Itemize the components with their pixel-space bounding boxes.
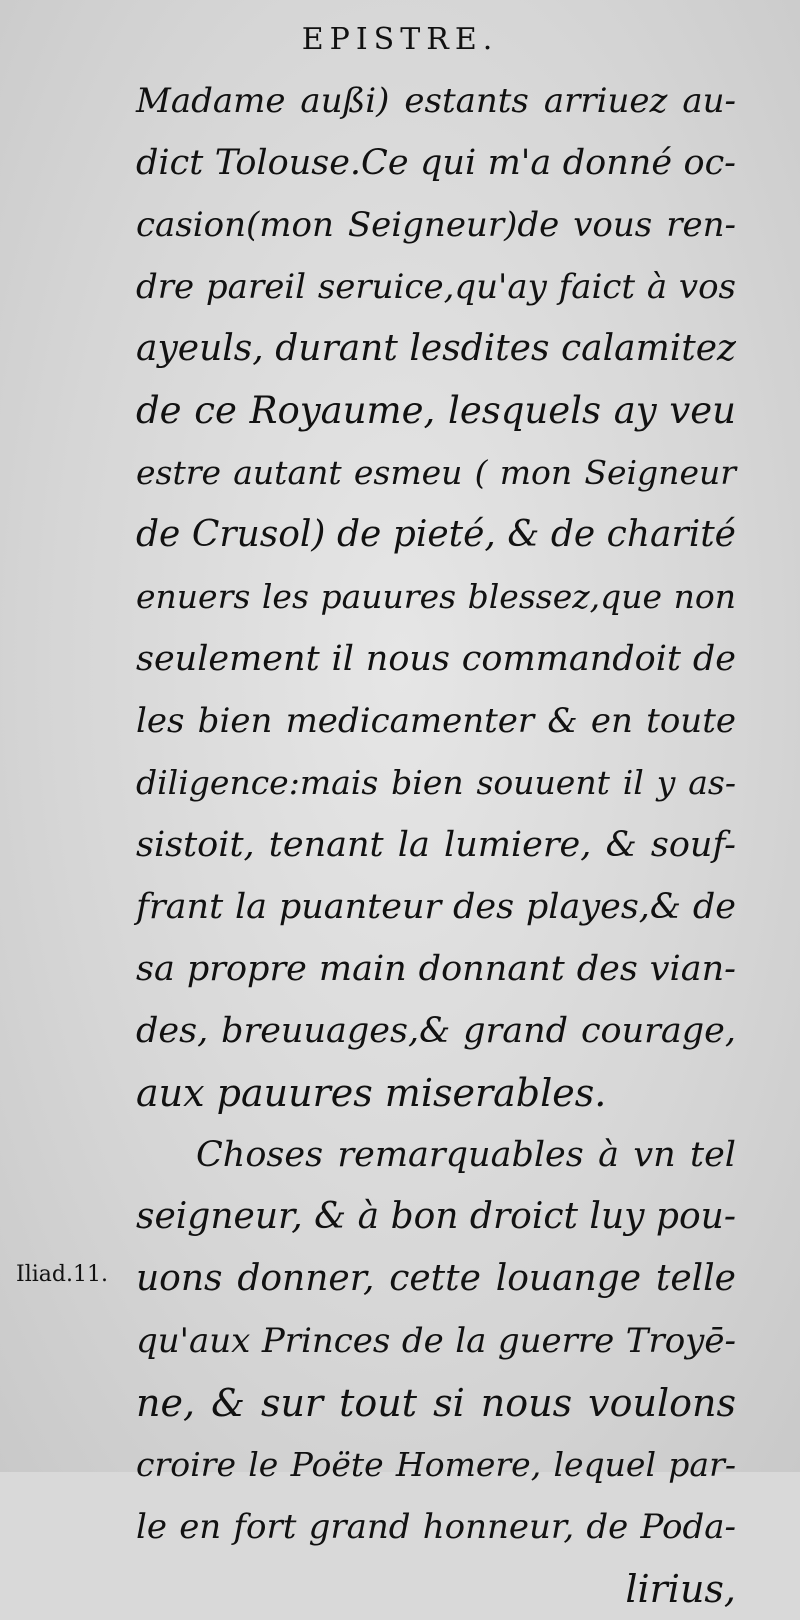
text-line: dict Tolouse.Ce qui m'a donné oc- bbox=[136, 143, 736, 183]
text-line: uons donner, cette louange telle bbox=[136, 1258, 736, 1299]
text-line: enuers les pauures blessez,que non bbox=[136, 577, 736, 616]
text-line: Choses remarquables à vn tel bbox=[196, 1135, 736, 1175]
text-line: seigneur, & à bon droict luy pou- bbox=[136, 1196, 736, 1237]
text-line: diligence:mais bien souuent il y as- bbox=[136, 763, 736, 802]
text-line: aux pauures miserables. bbox=[136, 1071, 607, 1115]
text-line: les bien medicamenter & en toute bbox=[136, 701, 736, 741]
body-text bbox=[136, 70, 736, 1620]
text-line: croire le Poëte Homere, lequel par- bbox=[136, 1445, 736, 1484]
text-line: sistoit, tenant la lumiere, & souf- bbox=[136, 825, 736, 865]
text-line: estre autant esmeu ( mon Seigneur bbox=[136, 453, 736, 492]
text-line: sa propre main donnant des vian- bbox=[136, 949, 736, 989]
text-line: de ce Royaume, lesquels ay veu bbox=[136, 389, 736, 432]
text-line: frant la puanteur des playes,& de bbox=[136, 887, 736, 927]
margin-note: Iliad.11. bbox=[16, 1262, 108, 1287]
text-line: de Crusol) de pieté, & de charité bbox=[136, 514, 736, 555]
text-line: le en fort grand honneur, de Poda- bbox=[136, 1507, 736, 1547]
text-line: ayeuls, durant lesdites calamitez bbox=[136, 328, 736, 369]
text-line: qu'aux Princes de la guerre Troyē- bbox=[136, 1321, 736, 1361]
text-line: ne, & sur tout si nous voulons bbox=[136, 1381, 736, 1425]
text-line: Madame außi) estants arriuez au- bbox=[136, 81, 736, 121]
text-line: casion(mon Seigneur)de vous ren- bbox=[136, 205, 736, 245]
catchword: lirius, bbox=[625, 1567, 736, 1611]
text-line: seulement il nous commandoit de bbox=[136, 639, 736, 679]
text-line: des, breuuages,& grand courage, bbox=[136, 1011, 736, 1051]
running-header: EPISTRE. bbox=[301, 22, 499, 57]
text-line: dre pareil seruice,qu'ay faict à vos bbox=[136, 267, 736, 307]
